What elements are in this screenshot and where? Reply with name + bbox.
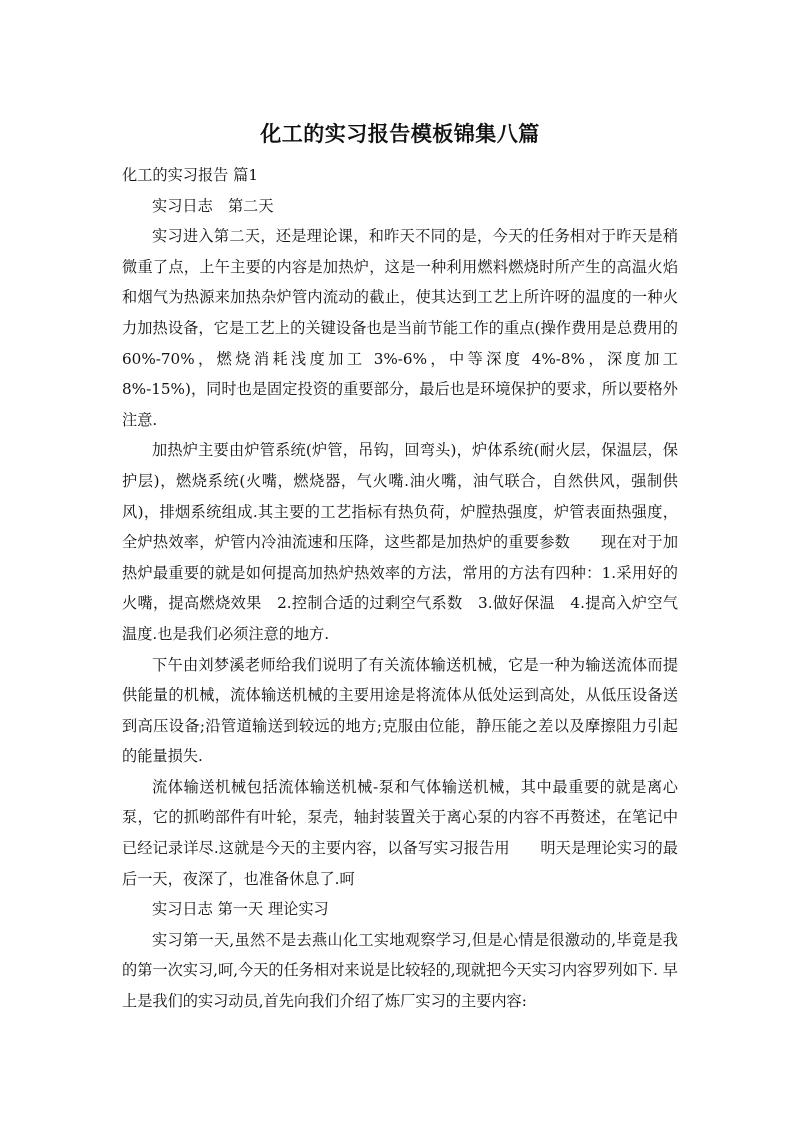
document-title: 化工的实习报告模板锦集八篇 (260, 122, 540, 146)
paragraph-day-one: 实习第一天,虽然不是去燕山化工实地观察学习,但是心情是很激动的,毕竟是我的第一次实习,呵,今天的任务相对来说是比较轻的,现就把今天实习内容罗列如下. 早上是我们的实习动员,首先向我们介绍了炼厂实习的主要内容: (122, 930, 678, 1011)
log-heading-day-one: 实习日志 第一天 理论实习 (152, 900, 329, 919)
paragraph-heating-furnace-systems: 加热炉主要由炉管系统(炉管，吊钩，回弯头)，炉体系统(耐火层，保温层，保护层)，燃烧系统(火嘴，燃烧器，气火嘴.油火嘴，油气联合，自然供风，强制供风)，排烟系统组成.其主要的工艺指标有热负荷，炉膛热强度，炉管表面热强度，全炉热效率，炉管内冷油流速和压降，这些都是加热炉的重要参数 现在对于加热炉最重要的就是如何提高加热炉热效率的方法，常用的方法有四种：1.采用好的火嘴，提高燃烧效果 2.控制合适的过剩空气系数 3.做好保温 4.提高入炉空气温度.也是我们必须注意的地方. (122, 441, 678, 643)
paragraph-centrifugal-pump: 流体输送机械包括流体输送机械-泵和气体输送机械，其中最重要的就是离心泵，它的抓哟部件有叶轮，泵壳，轴封装置关于离心泵的内容不再赘述，在笔记中已经记录详尽.这就是今天的主要内容，以备写实习报告用 明天是理论实习的最后一天，夜深了，也准备休息了.呵 (122, 777, 678, 888)
paragraph-heating-furnace-intro: 实习进入第二天，还是理论课，和昨天不同的是，今天的任务相对于昨天是稍微重了点，上午主要的内容是加热炉，这是一种利用燃料燃烧时所产生的高温火焰和烟气为热源来加热杂炉管内流动的截止，使其达到工艺上所许呀的温度的一种火力加热设备，它是工艺上的关键设备也是当前节能工作的重点(操作费用是总费用的60%-70%，燃烧消耗浅度加工 3%-6%，中等深度 4%-8%，深度加工 8%-15%)，同时也是固定投资的重要部分，最后也是环境保护的要求，所以要格外注意. (122, 227, 678, 429)
paragraph-fluid-machinery: 下午由刘梦溪老师给我们说明了有关流体输送机械，它是一种为输送流体而提供能量的机械，流体输送机械的主要用途是将流体从低处运到高处，从低压设备送到高压设备;沿管道输送到较远的地方;克服由位能，静压能之差以及摩擦阻力引起的能量损失. (122, 655, 678, 766)
section-heading: 化工的实习报告 篇1 (122, 166, 258, 184)
document-body (122, 160, 678, 1017)
log-heading-day-two: 实习日志 第二天 (152, 196, 274, 215)
